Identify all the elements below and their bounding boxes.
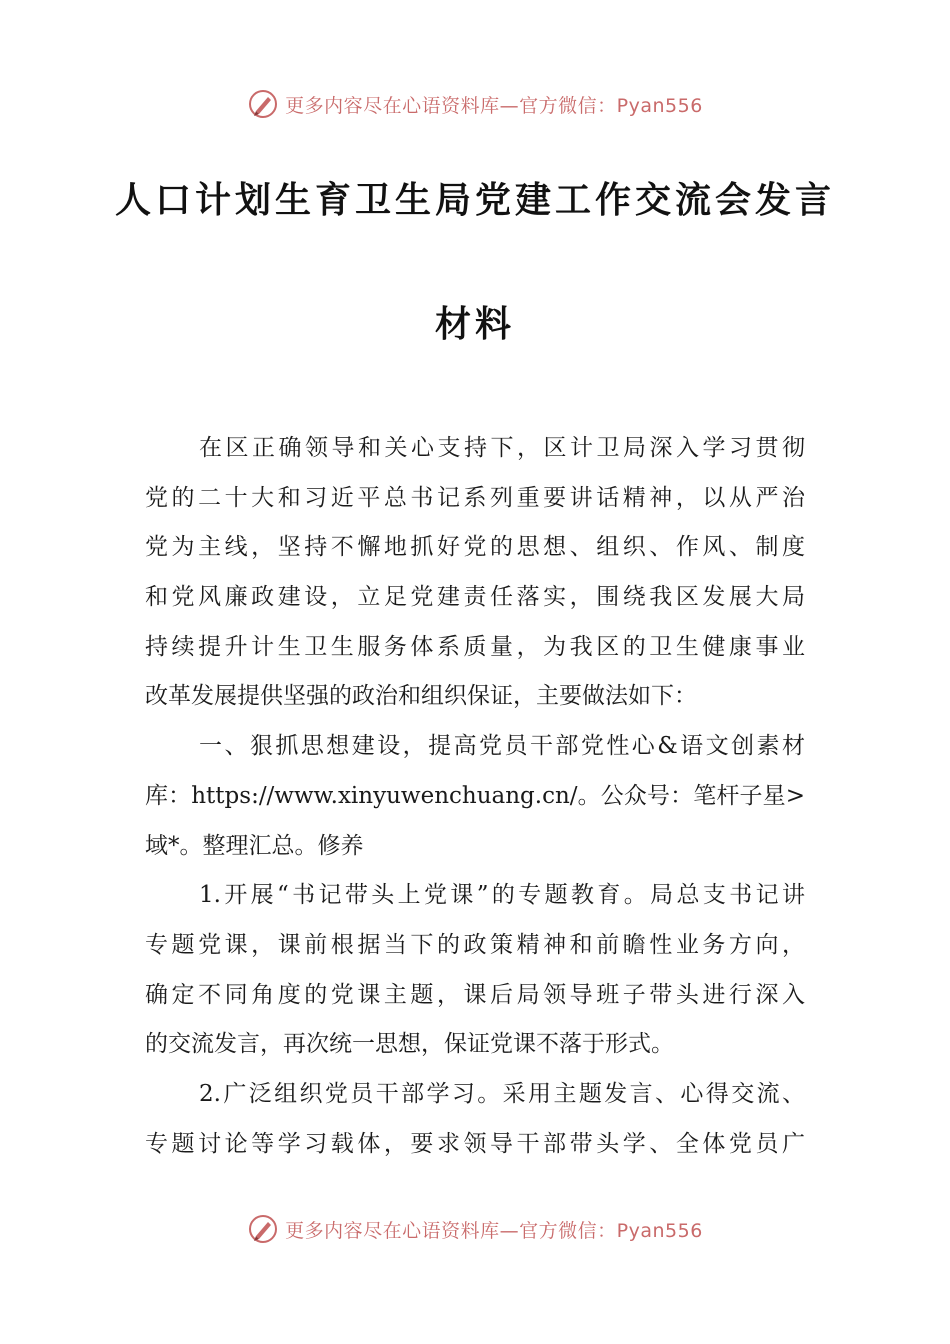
body-line: 持续提升计生卫生服务体系质量，为我区的卫生健康事业 bbox=[145, 633, 805, 660]
body-line: 库：https://www.xinyuwenchuang.cn/。公众号：笔杆子星> bbox=[145, 782, 805, 809]
body-line: 域*。整理汇总。修养 bbox=[145, 832, 364, 859]
body-line: 在区正确领导和关心支持下，区计卫局深入学习贯彻 bbox=[199, 435, 805, 461]
body-line: 党的二十大和习近平总书记系列重要讲话精神，以从严治 bbox=[145, 484, 805, 511]
body-line: 和党风廉政建设，立足党建责任落实，围绕我区发展大局 bbox=[145, 584, 805, 611]
pen-logo-icon bbox=[247, 88, 279, 120]
watermark-text: 更多内容尽在心语资料库—官方微信：Pyan556 bbox=[285, 94, 703, 117]
body-line: 专题党课，课前根据当下的政策精神和前瞻性业务方向， bbox=[145, 931, 805, 958]
body-line: 改革发展提供坚强的政治和组织保证，主要做法如下： bbox=[145, 683, 697, 710]
document-body bbox=[145, 424, 805, 1169]
body-line: 的交流发言，再次统一思想，保证党课不落于形式。 bbox=[145, 1031, 674, 1058]
document-title-line-1: 人口计划生育卫生局党建工作交流会发言 bbox=[114, 180, 835, 221]
watermark-footer bbox=[0, 1213, 950, 1245]
body-line: 1.开展“书记带头上党课”的专题教育。局总支书记讲 bbox=[199, 882, 805, 909]
body-line: 专题讨论等学习载体，要求领导干部带头学、全体党员广 bbox=[145, 1130, 805, 1157]
body-line: 党为主线，坚持不懈地抓好党的思想、组织、作风、制度 bbox=[145, 534, 805, 561]
body-line: 确定不同角度的党课主题，课后局领导班子带头进行深入 bbox=[145, 981, 805, 1008]
pen-logo-icon bbox=[247, 1213, 279, 1245]
watermark-text: 更多内容尽在心语资料库—官方微信：Pyan556 bbox=[285, 1219, 703, 1242]
body-line: 一、狠抓思想建设，提高党员干部党性心&语文创素材 bbox=[199, 733, 805, 760]
watermark-header bbox=[0, 88, 950, 120]
document-title-line-2: 材料 bbox=[434, 304, 515, 345]
body-line: 2.广泛组织党员干部学习。采用主题发言、心得交流、 bbox=[199, 1080, 805, 1107]
